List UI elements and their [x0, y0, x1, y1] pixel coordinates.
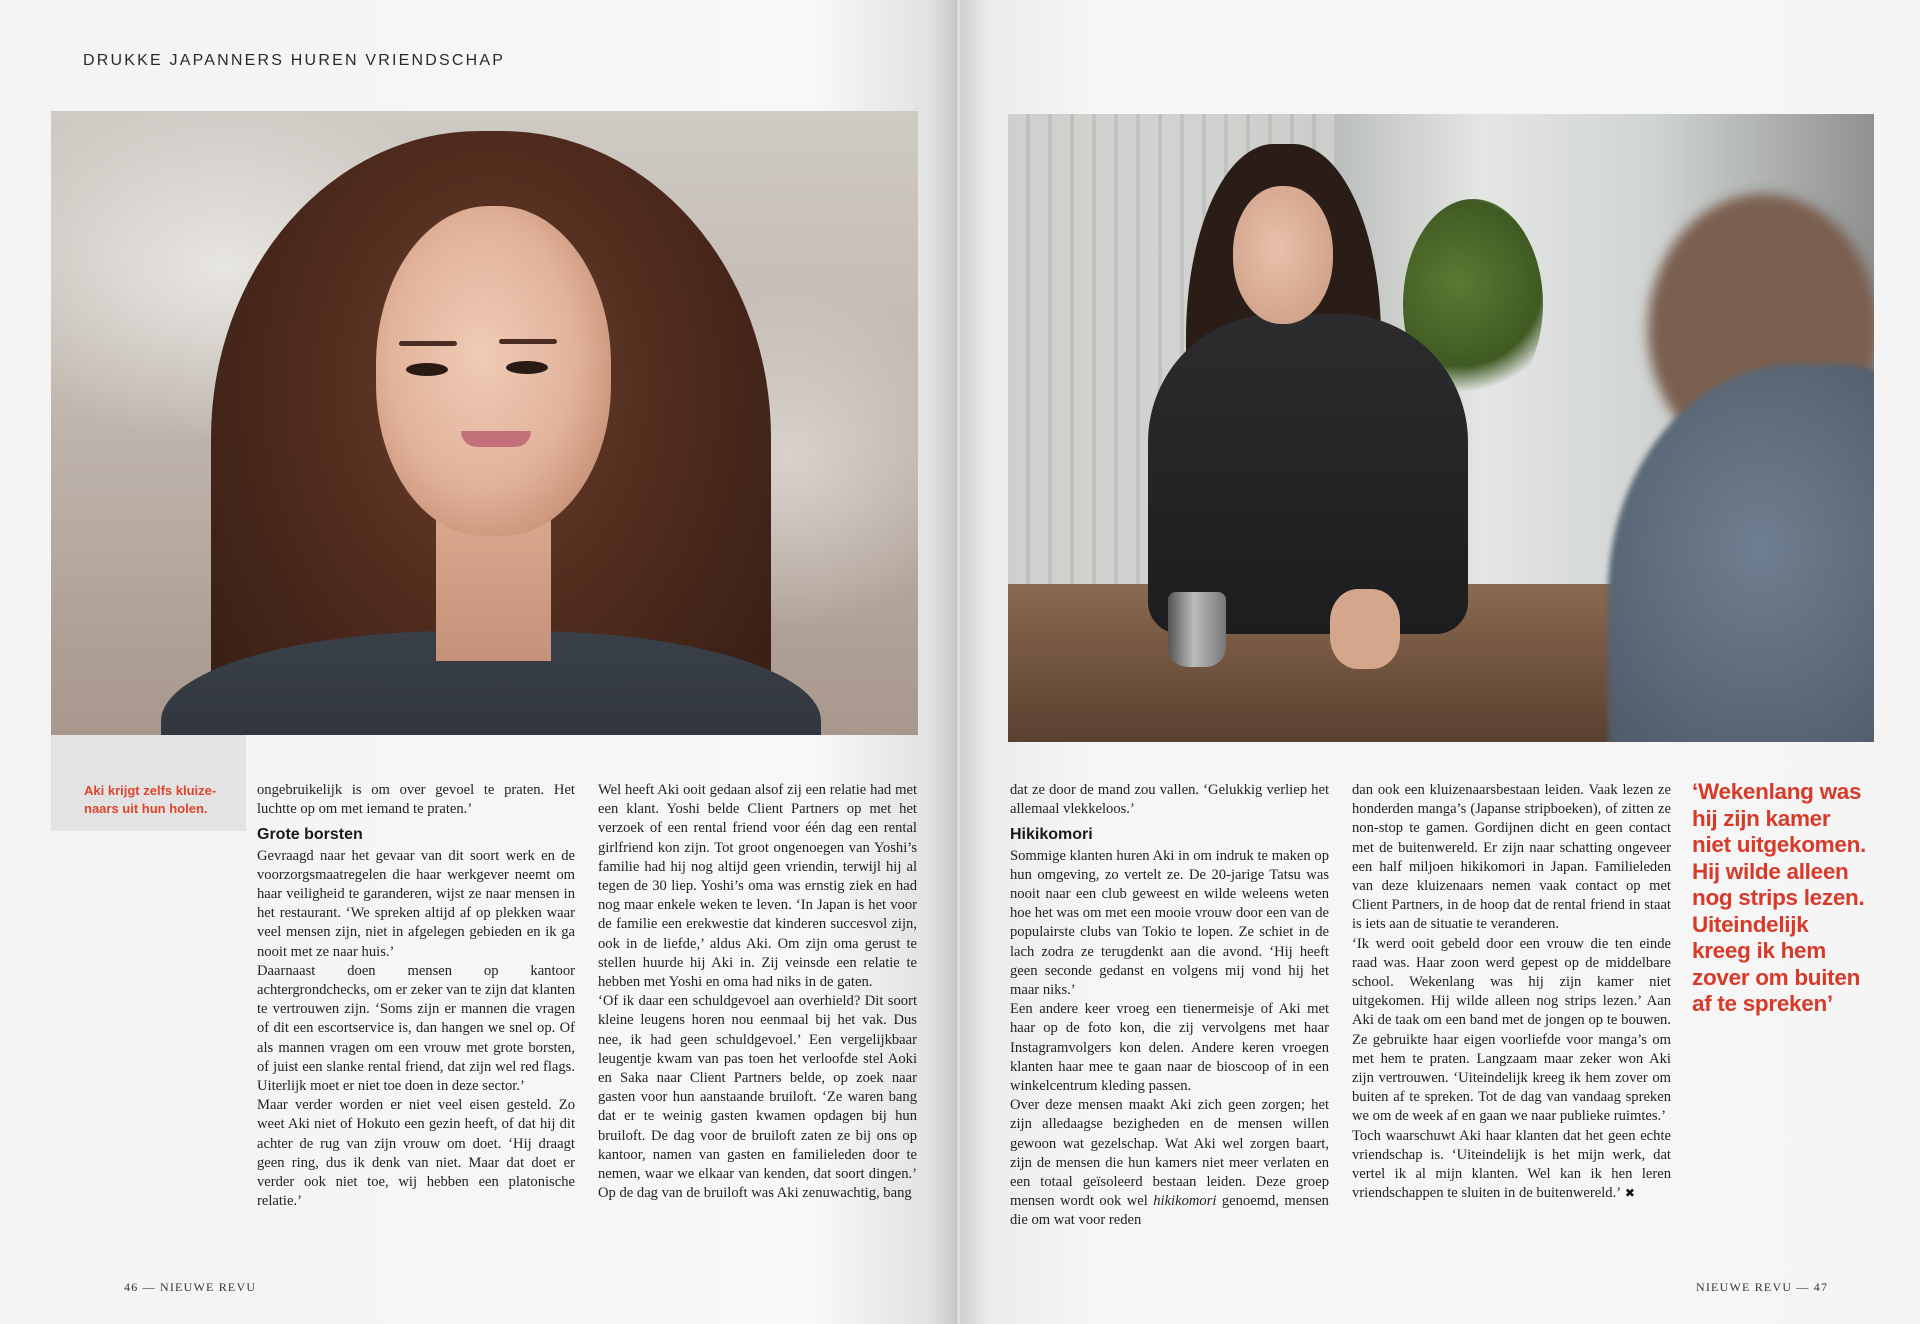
body-paragraph: [1010, 847, 1329, 1001]
paragraph-text: Toch waarschuwt Aki haar klanten dat het geen echte vriendschap is. ‘Uiteindelijk is het mijn werk, dat vertel ik al mijn klanten. Wel kan ik hen leren vriendschappen te sluiten in de buitenwereld.’: [1352, 1127, 1671, 1202]
paragraph-text: ongebruikelijk is om over gevoel te praten. Het luchtte op om met iemand te praten.’: [257, 782, 575, 818]
pull-quote: ‘Wekenlang was hij zijn kamer niet uitgekomen. Hij wilde alleen nog strips lezen. Uiteindelijk kreeg ik hem zover om buiten af te spreken’: [1692, 779, 1866, 1016]
body-paragraph: [1352, 781, 1671, 935]
article-column-1: [257, 781, 575, 1211]
body-paragraph: [1010, 781, 1329, 819]
body-paragraph: [1352, 1127, 1671, 1204]
body-paragraph: [1352, 935, 1671, 1127]
interview-photo-aki: [1008, 114, 1874, 742]
page-number-left: 46 — NIEUWE REVU: [124, 1280, 257, 1294]
body-paragraph: [257, 962, 575, 1096]
paragraph-text: Sommige klanten huren Aki in om indruk te maken op hun omgeving, zo vertelt ze. De 20-jarige Tatsu was nooit naar een club geweest en wilde weleens weten hoe het was om met een mooie vrouw door een van de populairste clubs van Tokio te lopen. Ze schiet in de lach zodra ze terugdenkt aan die avond. ‘Hij heeft geen seconde gedanst en volgens mij vond hij het maar niks.’: [1010, 847, 1329, 999]
paragraph-text: ‘Of ik daar een schuldgevoel aan overhield? Dit soort kleine leugens horen nou eenmaal bij het vak. Dus nee, ik had geen schuldgevoel.’ Een vergelijkbaar leugentje kwam van pas toen het verloofde stel Aoki en Saka naar Client Partners belde, op zoek naar gasten voor hun aanstaande bruiloft. ‘Ze waren bang dat er te weinig gasten kwamen opdagen bij hun bruiloft. De dag voor de bruiloft zaten ze bij ons op kantoor, namen van gasten en familieleden door te nemen, waar we elkaar van kenden, dat soort dingen.’ Op de dag van de bruiloft was Aki zenuwachtig, bang: [598, 993, 917, 1202]
body-paragraph: [598, 992, 917, 1203]
article-column-4: [1352, 781, 1671, 1203]
paragraph-text: dat ze door de mand zou vallen. ‘Gelukkig verliep het allemaal vlekkeloos.’: [1010, 782, 1329, 818]
paragraph-text: ‘Ik werd ooit gebeld door een vrouw die ten einde raad was. Haar zoon werd gepest op de middelbare school. Wekenlang was hij zijn kamer niet uitgekomen. Hij wilde alleen nog strips lezen.’ Aan Aki de taak om een band met de jongen op te bouwen. Ze gebruikte haar eigen voorliefde voor manga’s om met hem te praten. Langzaam maar zeker won Aki zijn vertrouwen. ‘Uiteindelijk kreeg ik hem zover om buiten af te spreken. Tot de dag van vandaag spreken we om de week af en gaan we naar publieke ruimtes.’: [1352, 935, 1671, 1125]
running-head: DRUKKE JAPANNERS HUREN VRIENDSCHAP: [83, 52, 506, 69]
section-heading: Grote borsten: [257, 826, 363, 844]
left-page: [0, 0, 958, 1324]
portrait-photo-aki: [51, 111, 918, 735]
body-paragraph: [1010, 1000, 1329, 1096]
paragraph-text: Daarnaast doen mensen op kantoor achtergrondchecks, om er zeker van te zijn dat klanten te vertrouwen zijn. ‘Soms zijn er mannen die vragen of dit een escortservice is, dan hangen we snel op. Of als mannen vragen om een vrouw met grote borsten, of juist een slanke rental friend, dat zijn wel red flags. Uiterlijk moet er niet toe doen in deze sector.’: [257, 962, 575, 1095]
body-paragraph: [257, 1096, 575, 1211]
paragraph-tail: genoemd, mensen die om wat voor reden: [1010, 1193, 1329, 1229]
page-number-right: NIEUWE REVU — 47: [1696, 1280, 1829, 1294]
body-paragraph: [257, 847, 575, 962]
article-column-2: [598, 781, 917, 1203]
paragraph-text: dan ook een kluizenaarsbestaan leiden. Vaak lezen ze honderden manga’s (Japanse stripboeken), of zitten ze non-stop te gamen. Gordijnen dicht en geen contact met de buitenwereld. Er zijn naar schatting ongeveer een half miljoen hikikomori in Japan. Familieleden van deze kluizenaars nemen vaak contact op met Client Partners, in de hoop dat de rental friend in staat is iets aan de situatie te veranderen.: [1352, 782, 1671, 933]
end-of-article-icon: ✖: [1621, 1186, 1635, 1201]
paragraph-text: Over deze mensen maakt Aki zich geen zorgen; het zijn alledaagse bezigheden en de mensen willen gewoon wat gezelschap. Wat Aki wel zorgen baart, zijn de mensen die hun kamers niet meer verlaten en een totaal geïsoleerd bestaan leiden. Deze groep mensen wordt ook wel: [1010, 1097, 1329, 1210]
body-paragraph: [257, 781, 575, 819]
body-paragraph: [598, 781, 917, 992]
section-heading: Hikikomori: [1010, 826, 1093, 844]
paragraph-text: Maar verder worden er niet veel eisen gesteld. Zo weet Aki niet of Hokuto een gezin heeft, of dat hij dit achter de rug van zijn vrouw om doet. ‘Hij draagt geen ring, dus ik denk van niet. Maar dat doet er verder ook niet toe, wij hebben een platonische relatie.’: [257, 1097, 575, 1210]
paragraph-text: Een andere keer vroeg een tienermeisje of Aki met haar op de foto kon, die zij vervolgens met haar Instagramvolgers kon delen. Andere keren vroegen klanten haar mee te gaan naar de bioscoop of in een winkelcentrum kleding passen.: [1010, 1001, 1329, 1095]
paragraph-text: Gevraagd naar het gevaar van dit soort werk en de voorzorgsmaatregelen die haar werkgever neemt om haar veiligheid te garanderen, wijst ze naar mensen in het restaurant. ‘We spreken altijd af op plekken waar veel mensen zijn, niet in afgelegen gebieden en ik ga nooit met ze naar huis.’: [257, 847, 575, 960]
body-paragraph: [1010, 1096, 1329, 1230]
article-column-3: [1010, 781, 1329, 1231]
photo-caption: Aki krijgt zelfs kluize-naars uit hun holen.: [84, 783, 217, 816]
italic-term: hikikomori: [1147, 1193, 1217, 1210]
right-page: [960, 0, 1920, 1324]
paragraph-text: Wel heeft Aki ooit gedaan alsof zij een relatie had met een klant. Yoshi belde Client Partners op met het verzoek of een rental friend voor één dag een rental girlfriend kon zijn. Tot groot ongenoegen van Yoshi’s familie had hij nog altijd geen vriendin, terwijl hij al tegen de 30 liep. Yoshi’s oma was ernstig ziek en had nog maar enkele weken te leven. ‘In Japan is het voor de familie een erekwestie dat kinderen succesvol zijn, ook in de liefde,’ aldus Aki. Om zijn oma gerust te stellen huurde hij Aki in. Zij veinsde een relatie te hebben met Yoshi en oma had niks in de gaten.: [598, 782, 917, 991]
